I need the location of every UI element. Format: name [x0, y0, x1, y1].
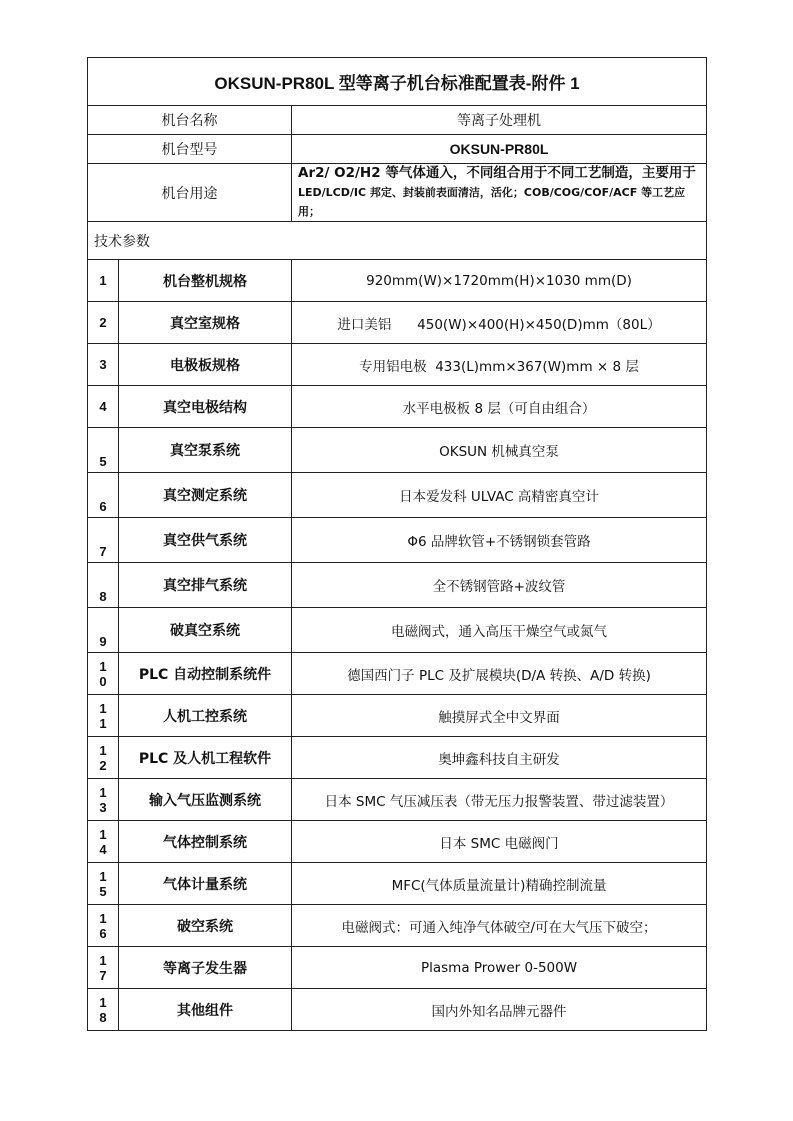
param-name: 真空室规格	[119, 302, 292, 344]
param-value: 日本 SMC 电磁阀门	[292, 821, 707, 863]
param-row	[88, 989, 707, 1031]
param-value: 水平电极板 8 层（可自由组合）	[292, 386, 707, 428]
param-value: Plasma Prower 0-500W	[292, 947, 707, 989]
param-number: 1 5	[88, 863, 119, 905]
param-name: 人机工控系统	[119, 695, 292, 737]
param-name: PLC 自动控制系统件	[119, 653, 292, 695]
param-name: 等离子发生器	[119, 947, 292, 989]
param-number: 1 0	[88, 653, 119, 695]
param-value: 920mm(W)×1720mm(H)×1030 mm(D)	[292, 260, 707, 302]
param-number: 1 2	[88, 737, 119, 779]
param-name: 电极板规格	[119, 344, 292, 386]
usage-line-1: Ar2/ O2/H2 等气体通入，不同组合用于不同工艺制造，主要用于	[298, 165, 696, 181]
param-row	[88, 653, 707, 695]
param-row	[88, 518, 707, 563]
param-row	[88, 905, 707, 947]
machine-usage-label: 机台用途	[88, 164, 292, 222]
param-name: 真空测定系统	[119, 473, 292, 518]
param-value: 电磁阀式，通入高压干燥空气或氮气	[292, 608, 707, 653]
param-name: 机台整机规格	[119, 260, 292, 302]
param-value: OKSUN 机械真空泵	[292, 428, 707, 473]
config-document	[87, 57, 706, 1031]
param-value: MFC(气体质量流量计)精确控制流量	[292, 863, 707, 905]
param-row	[88, 779, 707, 821]
param-number: 1 3	[88, 779, 119, 821]
machine-usage-value	[292, 164, 707, 222]
param-row	[88, 260, 707, 302]
param-name: 真空电极结构	[119, 386, 292, 428]
param-number: 9	[88, 608, 119, 653]
param-value: 国内外知名品牌元器件	[292, 989, 707, 1031]
param-value: Φ6 品牌软管+不锈钢锁套管路	[292, 518, 707, 563]
param-name: 破空系统	[119, 905, 292, 947]
param-row	[88, 863, 707, 905]
param-row	[88, 473, 707, 518]
machine-name-value: 等离子处理机	[292, 106, 707, 135]
param-number: 1 8	[88, 989, 119, 1031]
param-value: 奥坤鑫科技自主研发	[292, 737, 707, 779]
param-value: 触摸屏式全中文界面	[292, 695, 707, 737]
param-row	[88, 302, 707, 344]
config-table	[87, 57, 707, 1031]
param-row	[88, 608, 707, 653]
param-name: 真空泵系统	[119, 428, 292, 473]
param-name: 输入气压监测系统	[119, 779, 292, 821]
param-number: 3	[88, 344, 119, 386]
param-name: 气体控制系统	[119, 821, 292, 863]
document-title: OKSUN-PR80L 型等离子机台标准配置表-附件 1	[88, 58, 707, 106]
param-number: 1 1	[88, 695, 119, 737]
machine-model-label: 机台型号	[88, 135, 292, 164]
param-number: 1 4	[88, 821, 119, 863]
machine-model-value: OKSUN-PR80L	[292, 135, 707, 164]
param-number: 2	[88, 302, 119, 344]
param-row	[88, 695, 707, 737]
usage-line-2: LED/LCD/IC 邦定、封装前表面清洁，活化；COB/COG/COF/ACF 等工艺应用；	[298, 186, 686, 218]
section-label: 技术参数	[88, 222, 707, 260]
param-number: 8	[88, 563, 119, 608]
param-value: 日本 SMC 气压减压表（带无压力报警装置、带过滤装置）	[292, 779, 707, 821]
param-number: 7	[88, 518, 119, 563]
param-name: 破真空系统	[119, 608, 292, 653]
param-name: PLC 及人机工程软件	[119, 737, 292, 779]
param-row	[88, 947, 707, 989]
param-number: 1 6	[88, 905, 119, 947]
param-number: 4	[88, 386, 119, 428]
param-value: 日本爱发科 ULVAC 高精密真空计	[292, 473, 707, 518]
param-row	[88, 386, 707, 428]
param-value: 专用铝电极 433(L)mm×367(W)mm × 8 层	[292, 344, 707, 386]
param-name: 其他组件	[119, 989, 292, 1031]
param-value: 德国西门子 PLC 及扩展模块(D/A 转换、A/D 转换)	[292, 653, 707, 695]
param-number: 6	[88, 473, 119, 518]
param-row	[88, 563, 707, 608]
param-name: 气体计量系统	[119, 863, 292, 905]
param-row	[88, 344, 707, 386]
param-name: 真空供气系统	[119, 518, 292, 563]
param-value: 进口美铝 450(W)×400(H)×450(D)mm（80L）	[292, 302, 707, 344]
machine-name-label: 机台名称	[88, 106, 292, 135]
param-row	[88, 821, 707, 863]
param-name: 真空排气系统	[119, 563, 292, 608]
param-number: 5	[88, 428, 119, 473]
param-value: 电磁阀式：可通入纯净气体破空/可在大气压下破空；	[292, 905, 707, 947]
param-value: 全不锈钢管路+波纹管	[292, 563, 707, 608]
param-row	[88, 737, 707, 779]
param-row	[88, 428, 707, 473]
param-number: 1	[88, 260, 119, 302]
param-number: 1 7	[88, 947, 119, 989]
